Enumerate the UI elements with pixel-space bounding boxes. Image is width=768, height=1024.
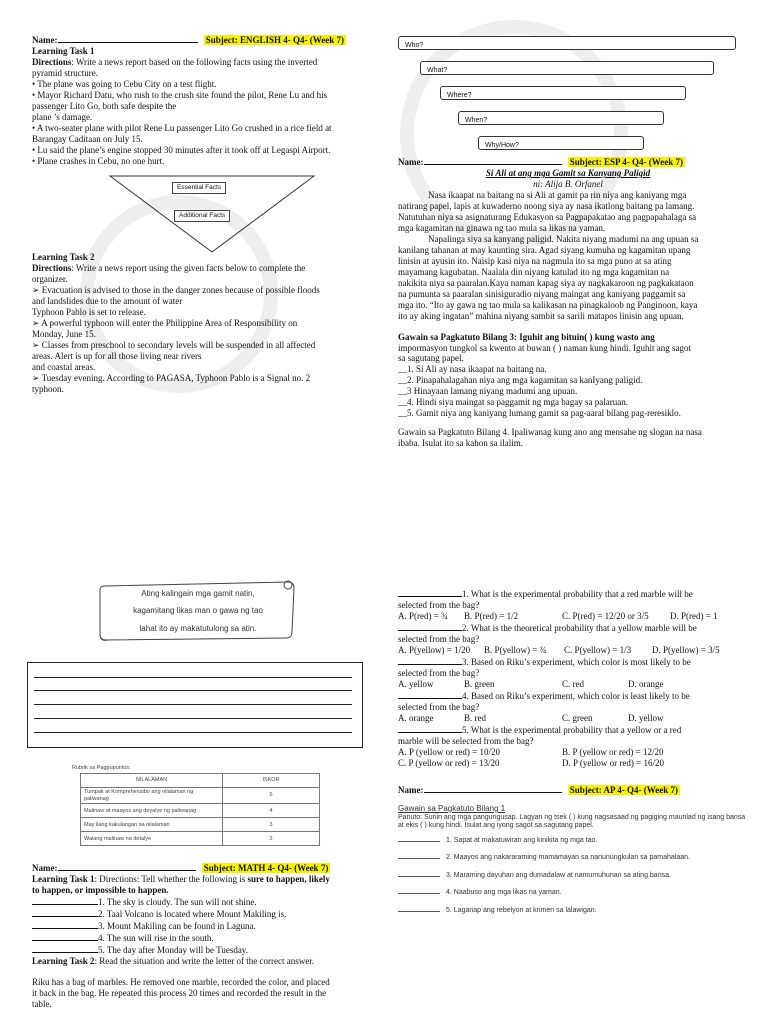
english-section <box>32 34 372 167</box>
name-blank[interactable] <box>424 784 562 793</box>
task-title: Learning Task 2 <box>32 955 95 966</box>
question-text: selected from the bag? <box>398 701 480 712</box>
option: B. P(red) = 1/2 <box>464 610 519 621</box>
true-false-item: __4. Hindi siya maingat sa paggamit ng mga bagay sa palaruan. <box>398 397 628 408</box>
ap-section <box>398 784 746 915</box>
math-header <box>32 862 372 874</box>
riku-line: Riku has a bag of marbles. He removed one marble, recorded the color, and placed <box>32 976 330 987</box>
option: D. P(red) = 1 <box>670 610 718 621</box>
option: A. P(red) = ¾ <box>398 610 448 621</box>
option-row <box>398 645 738 656</box>
option: D. P (yellow or red) = 16/20 <box>562 757 664 768</box>
option: A. P (yellow or red) = 10/20 <box>398 746 500 757</box>
name-blank[interactable] <box>424 156 562 165</box>
fact-item: • The plane was going to Cebu City on a test flight. <box>32 78 217 89</box>
answer-line <box>34 732 352 733</box>
rubric-title: Rubrik sa Pagpupuntos: <box>72 765 131 771</box>
story-title: Si Ali at ang mga Gamit sa Kanyang Paligid <box>485 167 651 178</box>
name-label: Name: <box>32 35 58 45</box>
fact-item: • A two-seater plane with pilot Rene Lu passenger Lito Go crushed in a rice field at <box>32 122 332 133</box>
true-false-item: __5. Gamit niya ang kaniyang lumang gamit sa pag-aaral bilang pag-reresiklo. <box>398 408 681 419</box>
option: B. P (yellow or red) = 12/20 <box>562 746 664 757</box>
true-false-item: __2. Pinapahalagahan niya ang mga kagamitan sa kanIyang paligid. <box>398 375 643 386</box>
story-line: nakikita niya sa paaralan.Kaya naman kapag siya ay nagkakaroon ng pagkakataon <box>398 277 694 288</box>
ap-item: 3. Maraming dayuhan ang dumadalaw at namumuhunan sa ating bansa. <box>446 871 671 879</box>
name-label: Name: <box>398 785 424 795</box>
option-row <box>398 713 738 724</box>
answer-blank[interactable] <box>32 944 98 953</box>
option: C. P(red) = 12/20 or 3/5 <box>562 610 649 621</box>
option: C. red <box>562 678 584 689</box>
option: A. P(yellow) = 1/20 <box>398 644 471 655</box>
story-line: kanilang tahanan at may kaunting sira. Agad siyang kumuha ng kagamitan upang <box>398 244 691 255</box>
directions-label: Directions <box>32 56 72 67</box>
task-title: Learning Task 2 <box>32 252 95 262</box>
rubric-table <box>80 773 320 846</box>
rubric-score: 5 <box>223 788 320 804</box>
ap-header <box>398 784 743 796</box>
option-row <box>398 611 738 622</box>
story-line: Natutuhan niya sa asignaturang Edukasyon sa Pagpapakatao ang pagpapahalaga sa <box>398 211 697 222</box>
who-label: Who? <box>405 42 424 49</box>
answer-blank[interactable] <box>398 588 462 597</box>
fact-item: • Lu said the plane’s engine stopped 30 minutes after it took off at Legaspi Airport. <box>32 144 331 155</box>
where-label: Where? <box>447 92 472 99</box>
story-line: na pumunta sa paaralan sinisiguradio niyang maingat ang kaniyang paggamit sa <box>398 288 686 299</box>
fact-item: Barangay Caditaan on July 15. <box>32 133 143 144</box>
answer-box[interactable] <box>27 662 363 748</box>
rubric-criterion: Malinaw at maayos ang deyalye ng paliwanag <box>81 804 223 818</box>
answer-blank[interactable] <box>398 903 440 912</box>
question-text: 4. Based on Riku’s experiment, which color is least likely to be <box>462 690 690 701</box>
answer-line <box>34 718 352 719</box>
task-text: : Read the situation and write the letter of the correct answer. <box>94 955 314 966</box>
rubric-score: 2 <box>223 832 320 846</box>
gawain-4-instructions: Gawain sa Pagkatuto Bilang 4. Ipaliwanag kung ano ang mensahe ng slogan na nasa <box>398 427 702 438</box>
option-row <box>398 679 738 690</box>
story-line: Nasa ikaapat na baitang na si Ali at gamit pa rin niya ang kaniyang mga <box>428 189 687 200</box>
task-title: Learning Task 1 <box>32 873 95 884</box>
option: A. yellow <box>398 678 434 689</box>
math-item: 5. The day after Monday will be Tuesday. <box>98 944 248 955</box>
math-item: 1. The sky is cloudy. The sun will not shine. <box>98 896 257 907</box>
subject-badge: Subject: AP 4- Q4- (Week 7) <box>569 785 678 795</box>
fact-item: ➢ Evacuation is advised to those in the danger zones because of possible floods <box>32 284 320 295</box>
slogan-line: Ating kalingain mga gamit natin, <box>141 589 255 598</box>
fact-item: • Mayor Richard Datu, who rush to the crush site found the pilot, Rene Lu and his <box>32 89 328 100</box>
question-text: 5. What is the experimental probability that a yellow or a red <box>462 724 682 735</box>
subject-badge: Subject: ENGLISH 4- Q4- (Week 7) <box>205 35 344 45</box>
answer-blank[interactable] <box>32 908 98 917</box>
fact-item: Typhoon Pablo is set to release. <box>32 306 146 317</box>
rubric-criterion: Tumpak at Komprehensibo ang nilalaman ng paliwanag <box>81 788 223 804</box>
task-text-bold: sure to happen, likely <box>247 873 330 884</box>
fact-item: and landslides due to the amount of water <box>32 295 183 306</box>
ap-directions: Panuto: Suriin ang mga pangungusap. Lagyan ng tsek ( ) kung nagsasaad ng pagiging maunlad ng isang bansa <box>398 813 746 821</box>
answer-blank[interactable] <box>32 932 98 941</box>
question-text: 1. What is the experimental probability that a red marble will be <box>462 589 693 599</box>
gawain-3-instructions: Gawain sa Pagkatuto Bilang 3: Iguhit ang bituin( ) kung wasto ang <box>398 331 655 342</box>
why-how-label: Why/How? <box>485 142 519 149</box>
question-text: selected from the bag? <box>398 667 480 678</box>
when-box[interactable] <box>458 111 664 125</box>
answer-blank[interactable] <box>398 868 440 877</box>
probability-section <box>398 588 738 769</box>
subject-badge: Subject: ESP 4- Q4- (Week 7) <box>569 157 683 167</box>
ap-directions: at ekis ( ) kung hindi. Isulat ang iyong sagot sa sagutang papel. <box>398 822 594 830</box>
answer-blank[interactable] <box>398 833 440 842</box>
answer-blank[interactable] <box>32 896 98 905</box>
rubric-criterion: May ilang kakulangan sa nilalaman <box>81 818 223 832</box>
fact-item: areas. Alert is up for all those living near rivers <box>32 350 202 361</box>
task-text-bold: to happen, or impossible to happen. <box>32 884 169 895</box>
table-row <box>81 818 320 832</box>
ap-title: Gawain sa Pagkatuto Bilang 1 <box>398 803 506 813</box>
subject-badge: Subject: MATH 4- Q4- (Week 7) <box>203 863 329 873</box>
why-how-box[interactable] <box>478 136 644 150</box>
story-line: mayamang kagubatan. Naalala din niyang katulad ito ng mga kagamitan na <box>398 266 670 277</box>
when-label: When? <box>465 117 488 124</box>
table-row <box>81 774 320 788</box>
true-false-item: __3 Hinayaan lamang niyang madumi ang upuan. <box>398 386 578 397</box>
fact-item: typhoon. <box>32 383 64 394</box>
option: B. red <box>464 712 486 723</box>
rubric-header: NILALAMAN <box>81 774 223 788</box>
directions-label: Directions <box>32 262 72 273</box>
option: D. yellow <box>628 712 664 723</box>
option: C. P (yellow or red) = 13/20 <box>398 757 500 768</box>
task-title: Learning Task 1 <box>32 45 95 56</box>
answer-blank[interactable] <box>398 656 462 665</box>
riku-line: it back in the bag. He repeated this process 20 times and recorded the result in the <box>32 987 327 998</box>
gawain-3-instructions: sa sagutang papel. <box>398 353 464 364</box>
task-text: : Directions: Tell whether the following is <box>94 873 248 884</box>
rubric-score: 4 <box>223 804 320 818</box>
story-line: linisin at ayusin ito. Naisip kasi niya na nagmula ito sa mga puno at sa ating <box>398 255 672 266</box>
question-text: selected from the bag? <box>398 599 480 610</box>
option: A. orange <box>398 712 434 723</box>
option-row <box>398 758 738 769</box>
answer-blank[interactable] <box>398 885 440 894</box>
additional-facts-label: Additional Facts <box>174 210 230 222</box>
name-blank[interactable] <box>58 34 198 43</box>
story-author: ni: Alija B. Orfanel <box>533 178 603 189</box>
fact-item: plane ’s damage. <box>32 111 93 122</box>
question-text: selected from the bag? <box>398 633 480 644</box>
table-row <box>81 804 320 818</box>
answer-blank[interactable] <box>398 622 462 631</box>
rubric-header: ISKOR <box>223 774 320 788</box>
question-text: marble will be selected from the bag? <box>398 735 534 746</box>
option: C. green <box>562 712 593 723</box>
rubric-score: 3 <box>223 818 320 832</box>
where-box[interactable] <box>440 86 686 100</box>
option: C. P(yellow) = 1/3 <box>564 644 632 655</box>
essential-facts-label: Essential Facts <box>172 182 226 194</box>
fact-item: ➢ Tuesday evening. According to PAGASA, Typhoon Pablo is a Signal no. 2 <box>32 372 311 383</box>
math-item: 4. The sun will rise in the south. <box>98 932 214 943</box>
directions-text: : Write a news report using the given facts below to complete the <box>71 262 306 273</box>
story-line: mga kagamitan na ginawa ng tao mula sa likas na yaman. <box>398 222 606 233</box>
name-label: Name: <box>398 157 424 167</box>
option: B. P(yellow) = ¾ <box>484 644 547 655</box>
option: B. green <box>464 678 495 689</box>
answer-line <box>34 690 352 691</box>
ap-item: 1. Sapat at makatuwiran ang kinikita ng mga tao. <box>446 836 598 844</box>
gawain-3-instructions: impormasyon tungkol sa kwento at buwan ( ) naman kung hindi. Iguhit ang sagot <box>398 342 691 353</box>
math-section <box>32 862 372 1010</box>
riku-line: table. <box>32 998 52 1009</box>
rubric-criterion: Walang malinaw na detalye <box>81 832 223 846</box>
option-row <box>398 747 738 758</box>
fact-item: Monday, June 15. <box>32 328 96 339</box>
fact-item: ➢ Classes from preschool to secondary levels will be suspended in all affected <box>32 339 316 350</box>
english-header <box>32 34 372 46</box>
name-label: Name: <box>32 863 58 873</box>
question-text: 2. What is the theoretical probability that a yellow marble will be <box>462 622 697 633</box>
answer-line <box>34 677 352 678</box>
slogan-line: lahat ito ay makatutulong sa atin. <box>139 624 257 633</box>
name-blank[interactable] <box>58 862 196 871</box>
story-line: ito ay aking ingatan” mahina niyang sambit sa sarili matapos linisin ang upuan. <box>398 310 684 321</box>
story-line: mga ito. “Ito ay gawa ng tao mula sa kalikasan na pinagkaloob ng Panginoon, kaya <box>398 299 698 310</box>
answer-line <box>34 704 352 705</box>
esp-header <box>398 156 738 168</box>
table-row <box>81 788 320 804</box>
table-row <box>81 832 320 846</box>
story-line: Napalinga siya sa kanyang paligid. Nakita niyang madumi na ang upuan sa <box>428 233 699 244</box>
answer-blank[interactable] <box>398 724 462 733</box>
math-item: 3. Mount Makiling can be found in Laguna. <box>98 920 256 931</box>
what-label: What? <box>427 67 448 74</box>
option: D. P(yellow) = 3/5 <box>652 644 720 655</box>
who-box[interactable] <box>398 36 736 50</box>
answer-blank[interactable] <box>398 690 462 699</box>
ap-item: 4. Naabuso ang mga likas na yaman. <box>446 889 562 897</box>
story-line: natirang papel, lapis at kuwaderno noong siya ay nasa ikatlong baitang pa lamang. <box>398 200 695 211</box>
question-text: 3. Based on Riku’s experiment, which color is most likely to be <box>462 656 691 667</box>
slogan-line: kagamitang likas man o gawa ng tao <box>133 606 263 615</box>
option: D. orange <box>628 678 664 689</box>
esp-section <box>398 156 738 449</box>
gawain-4-instructions: ibaba. Isulat ito sa kahon sa ilalim. <box>398 438 523 449</box>
answer-blank[interactable] <box>398 850 440 859</box>
directions-text: organizer. <box>32 273 68 284</box>
fact-item: and coastal areas. <box>32 361 96 372</box>
ap-item: 2. Maayos ang nakararaming mamamayan sa nanunungkulan sa pamahalaan. <box>446 854 690 862</box>
true-false-item: __1. Si Ali ay nasa ikaapat na baitang na. <box>398 364 547 375</box>
answer-blank[interactable] <box>32 920 98 929</box>
fact-item: ➢ A powerful typhoon will enter the Philippine Area of Responsibility on <box>32 317 298 328</box>
directions-text: pyramid structure. <box>32 67 98 78</box>
fact-item: passenger Lito Go, both safe despite the <box>32 100 177 111</box>
directions-text: : Write a news report based on the following facts using the inverted <box>71 56 318 67</box>
fact-item: • Plane crashes in Cebu, no one hurt. <box>32 155 165 166</box>
ap-item: 5. Laganap ang rebelyon at krimen sa lalawigan. <box>446 906 597 914</box>
math-item: 2. Taal Volcano is located where Mount Makiling is. <box>98 908 287 919</box>
english-task2 <box>32 252 372 395</box>
what-box[interactable] <box>420 61 714 75</box>
